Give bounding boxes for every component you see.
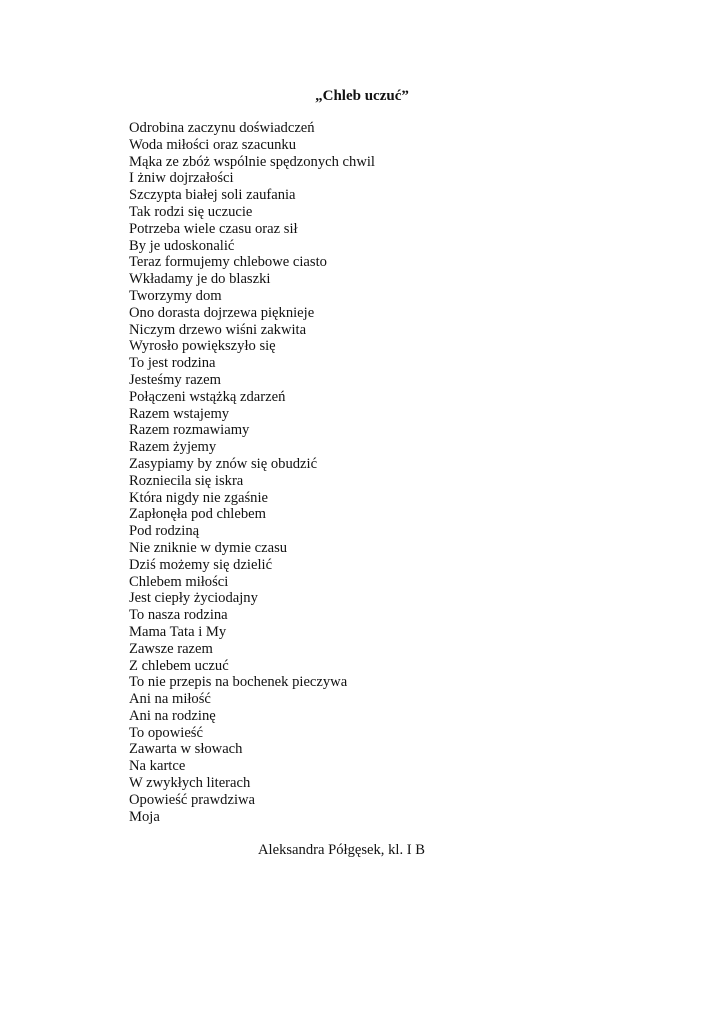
poem-line: I żniw dojrzałości [129,170,234,187]
poem-line: To opowieść [129,724,203,741]
poem-line: W zwykłych literach [129,775,251,792]
poem-line: Razem rozmawiamy [129,422,250,439]
poem-line: Zawarta w słowach [129,741,243,758]
poem-line: Mąka ze zbóż wspólnie spędzonych chwil [129,153,375,170]
poem-line: Zasypiamy by znów się obudzić [129,455,318,472]
poem-title: „Chleb uczuć” [315,88,409,104]
poem-line: Chlebem miłości [129,573,229,590]
poem-line: Szczypta białej soli zaufania [129,187,296,204]
poem-line: Ani na miłość [129,691,211,708]
poem-line: Ani na rodzinę [129,707,216,724]
poem-line: Opowieść prawdziwa [129,791,256,808]
poem-line: Zapłonęła pod chlebem [129,506,266,523]
poem-line: Połączeni wstążką zdarzeń [129,388,286,405]
poem-line: By je udoskonalić [129,237,235,254]
poem-line: Razem żyjemy [129,439,217,456]
poem-line: Pod rodziną [129,523,200,540]
poem-line: Ono dorasta dojrzewa pięknieje [129,304,315,321]
poem-line: Zawsze razem [129,640,213,657]
poem-author: Aleksandra Półgęsek, kl. I B [258,842,425,858]
poem-line: Dziś możemy się dzielić [129,556,273,573]
poem-line: To nie przepis na bochenek pieczywa [129,674,348,691]
poem-line: To jest rodzina [129,355,216,372]
poem-line: Mama Tata i My [129,623,227,640]
poem-line: Na kartce [129,758,186,775]
poem-line: Z chlebem uczuć [129,657,229,674]
poem-body [129,120,375,825]
poem-line: Nie zniknie w dymie czasu [129,539,288,556]
poem-line: To nasza rodzina [129,607,228,624]
poem-line: Razem wstajemy [129,405,230,422]
poem-line: Wkładamy je do blaszki [129,271,271,288]
poem-line: Która nigdy nie zgaśnie [129,489,269,506]
poem-line: Tworzymy dom [129,287,222,304]
poem-line: Tak rodzi się uczucie [129,203,253,220]
poem-line: Odrobina zaczynu doświadczeń [129,120,315,136]
poem-line: Moja [129,808,160,825]
poem-line: Niczym drzewo wiśni zakwita [129,321,307,338]
poem-line: Teraz formujemy chlebowe ciasto [129,254,327,271]
poem-line: Jesteśmy razem [129,371,221,388]
poem-line: Woda miłości oraz szacunku [129,136,297,153]
poem-line: Rozniecila się iskra [129,472,244,489]
poem-line: Wyrosło powiększyło się [129,338,276,355]
poem-line: Jest ciepły życiodajny [129,590,258,607]
poem-line: Potrzeba wiele czasu oraz sił [129,220,298,237]
